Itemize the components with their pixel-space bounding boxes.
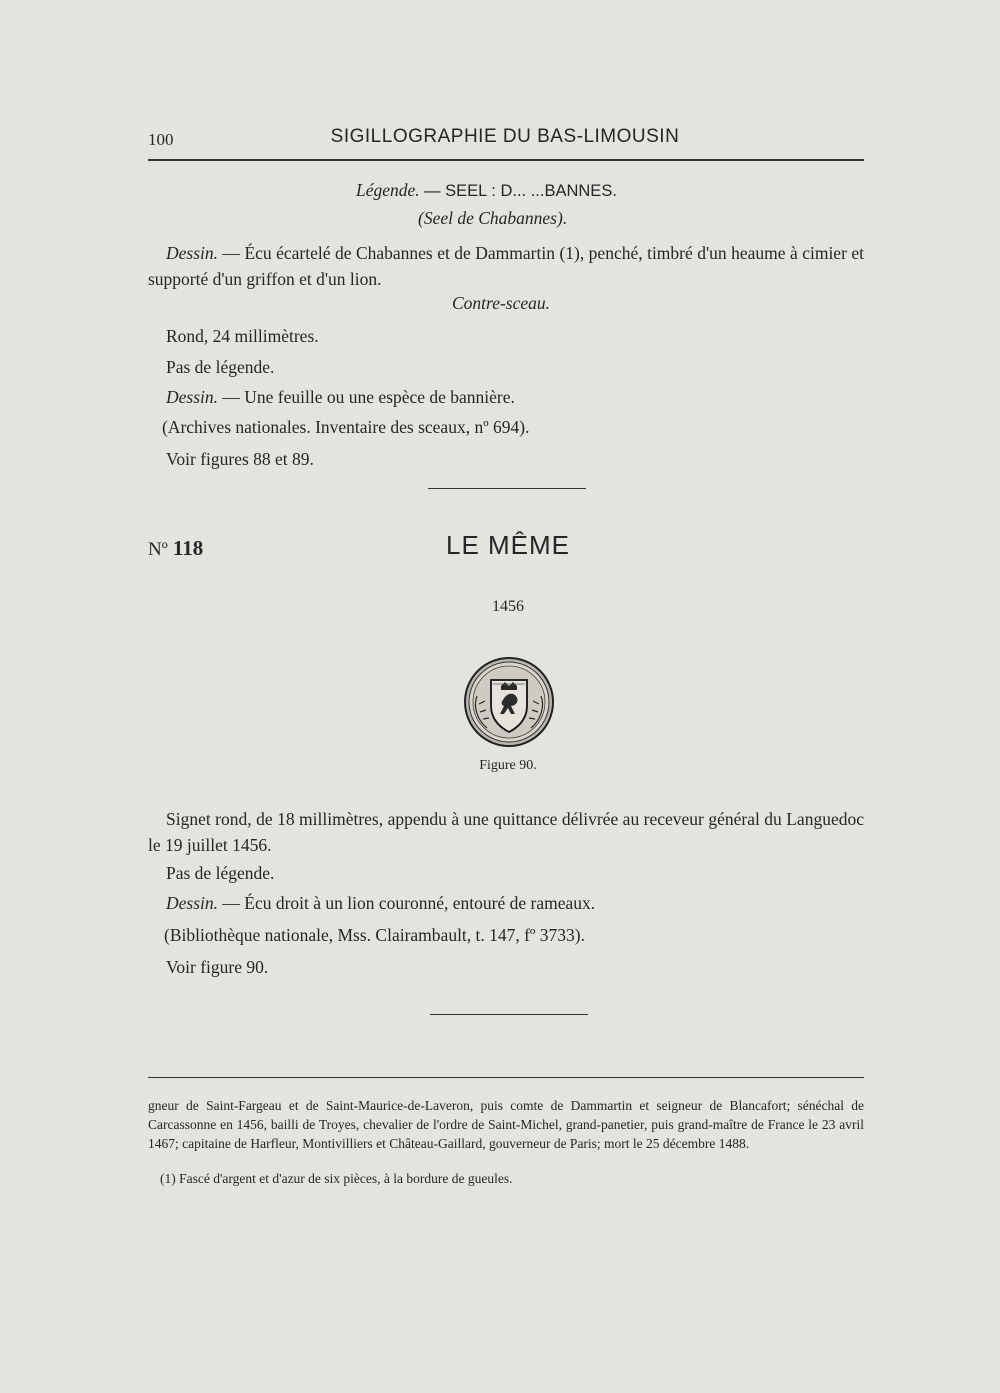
dessin2-line	[166, 384, 766, 410]
dessin-text-2: — Écu droit à un lion couronné, entouré de rameaux.	[218, 893, 596, 913]
dessin-line-2	[166, 890, 766, 916]
biblio-line: (Bibliothèque nationale, Mss. Clairambault, t. 147, fº 3733).	[164, 925, 585, 945]
dessin-label-2: Dessin.	[166, 893, 219, 913]
dessin-label: Dessin.	[166, 243, 219, 263]
legende-label: Légende.	[356, 180, 420, 200]
page-number: 100	[148, 130, 174, 149]
dessin-paragraph	[148, 240, 864, 292]
footnote-rule	[148, 1077, 864, 1078]
dessin-text: — Écu écartelé de Chabannes et de Dammartin (1), penché, timbré d'un heaume à cimier et supporté d'un griffon et d'un lion.	[148, 243, 864, 289]
voir-figures-line: Voir figures 88 et 89.	[166, 449, 314, 469]
archives-line: (Archives nationales. Inventaire des sceaux, nº 694).	[162, 417, 530, 437]
entry-number-prefix: Nº	[148, 539, 168, 560]
legende-text: — SEEL : D... ...BANNES.	[424, 182, 617, 200]
signet-paragraph: Signet rond, de 18 millimètres, appendu à une quittance délivrée au receveur général du Languedoc le 19 juillet 1456.	[148, 809, 864, 855]
legende-line	[356, 177, 776, 204]
entry-title: LE MÊME	[445, 530, 571, 560]
entry-number	[148, 536, 203, 561]
contre-sceau-heading: Contre-sceau.	[452, 293, 551, 313]
running-title: SIGILLOGRAPHIE DU BAS-LIMOUSIN	[330, 126, 680, 147]
pas-legende-line-2: Pas de légende.	[166, 863, 275, 883]
seal-figure	[463, 656, 555, 748]
legende-reading: (Seel de Chabannes).	[418, 208, 568, 228]
dessin2-text: — Une feuille ou une espèce de bannière.	[218, 387, 515, 407]
voir-figure-line: Voir figure 90.	[166, 957, 269, 977]
section-divider-2	[430, 1014, 588, 1015]
figure-caption: Figure 90.	[479, 758, 537, 773]
section-divider	[428, 488, 586, 489]
header-rule	[148, 159, 864, 161]
entry-number-value: 118	[172, 536, 204, 560]
pas-legende-line: Pas de légende.	[166, 357, 275, 377]
rond-line: Rond, 24 millimètres.	[166, 326, 319, 346]
footnote-1: (1) Fascé d'argent et d'azur de six pièces, à la bordure de gueules.	[160, 1171, 513, 1186]
footnote-continuation: gneur de Saint-Fargeau et de Saint-Maurice-de-Laveron, puis comte de Dammartin et seigneur de Blancafort; sénéchal de Carcassonne en 1456, bailli de Troyes, chevalier de l'ordre de Saint-Michel, grand-panetier, puis grand-maître de France le 23 avril 1467; capitaine de Harfleur, Montivilliers et Château-Gaillard, gouverneur de Paris; mort le 25 décembre 1488.	[148, 1098, 864, 1151]
entry-year: 1456	[492, 598, 524, 615]
dessin2-label: Dessin.	[166, 387, 219, 407]
